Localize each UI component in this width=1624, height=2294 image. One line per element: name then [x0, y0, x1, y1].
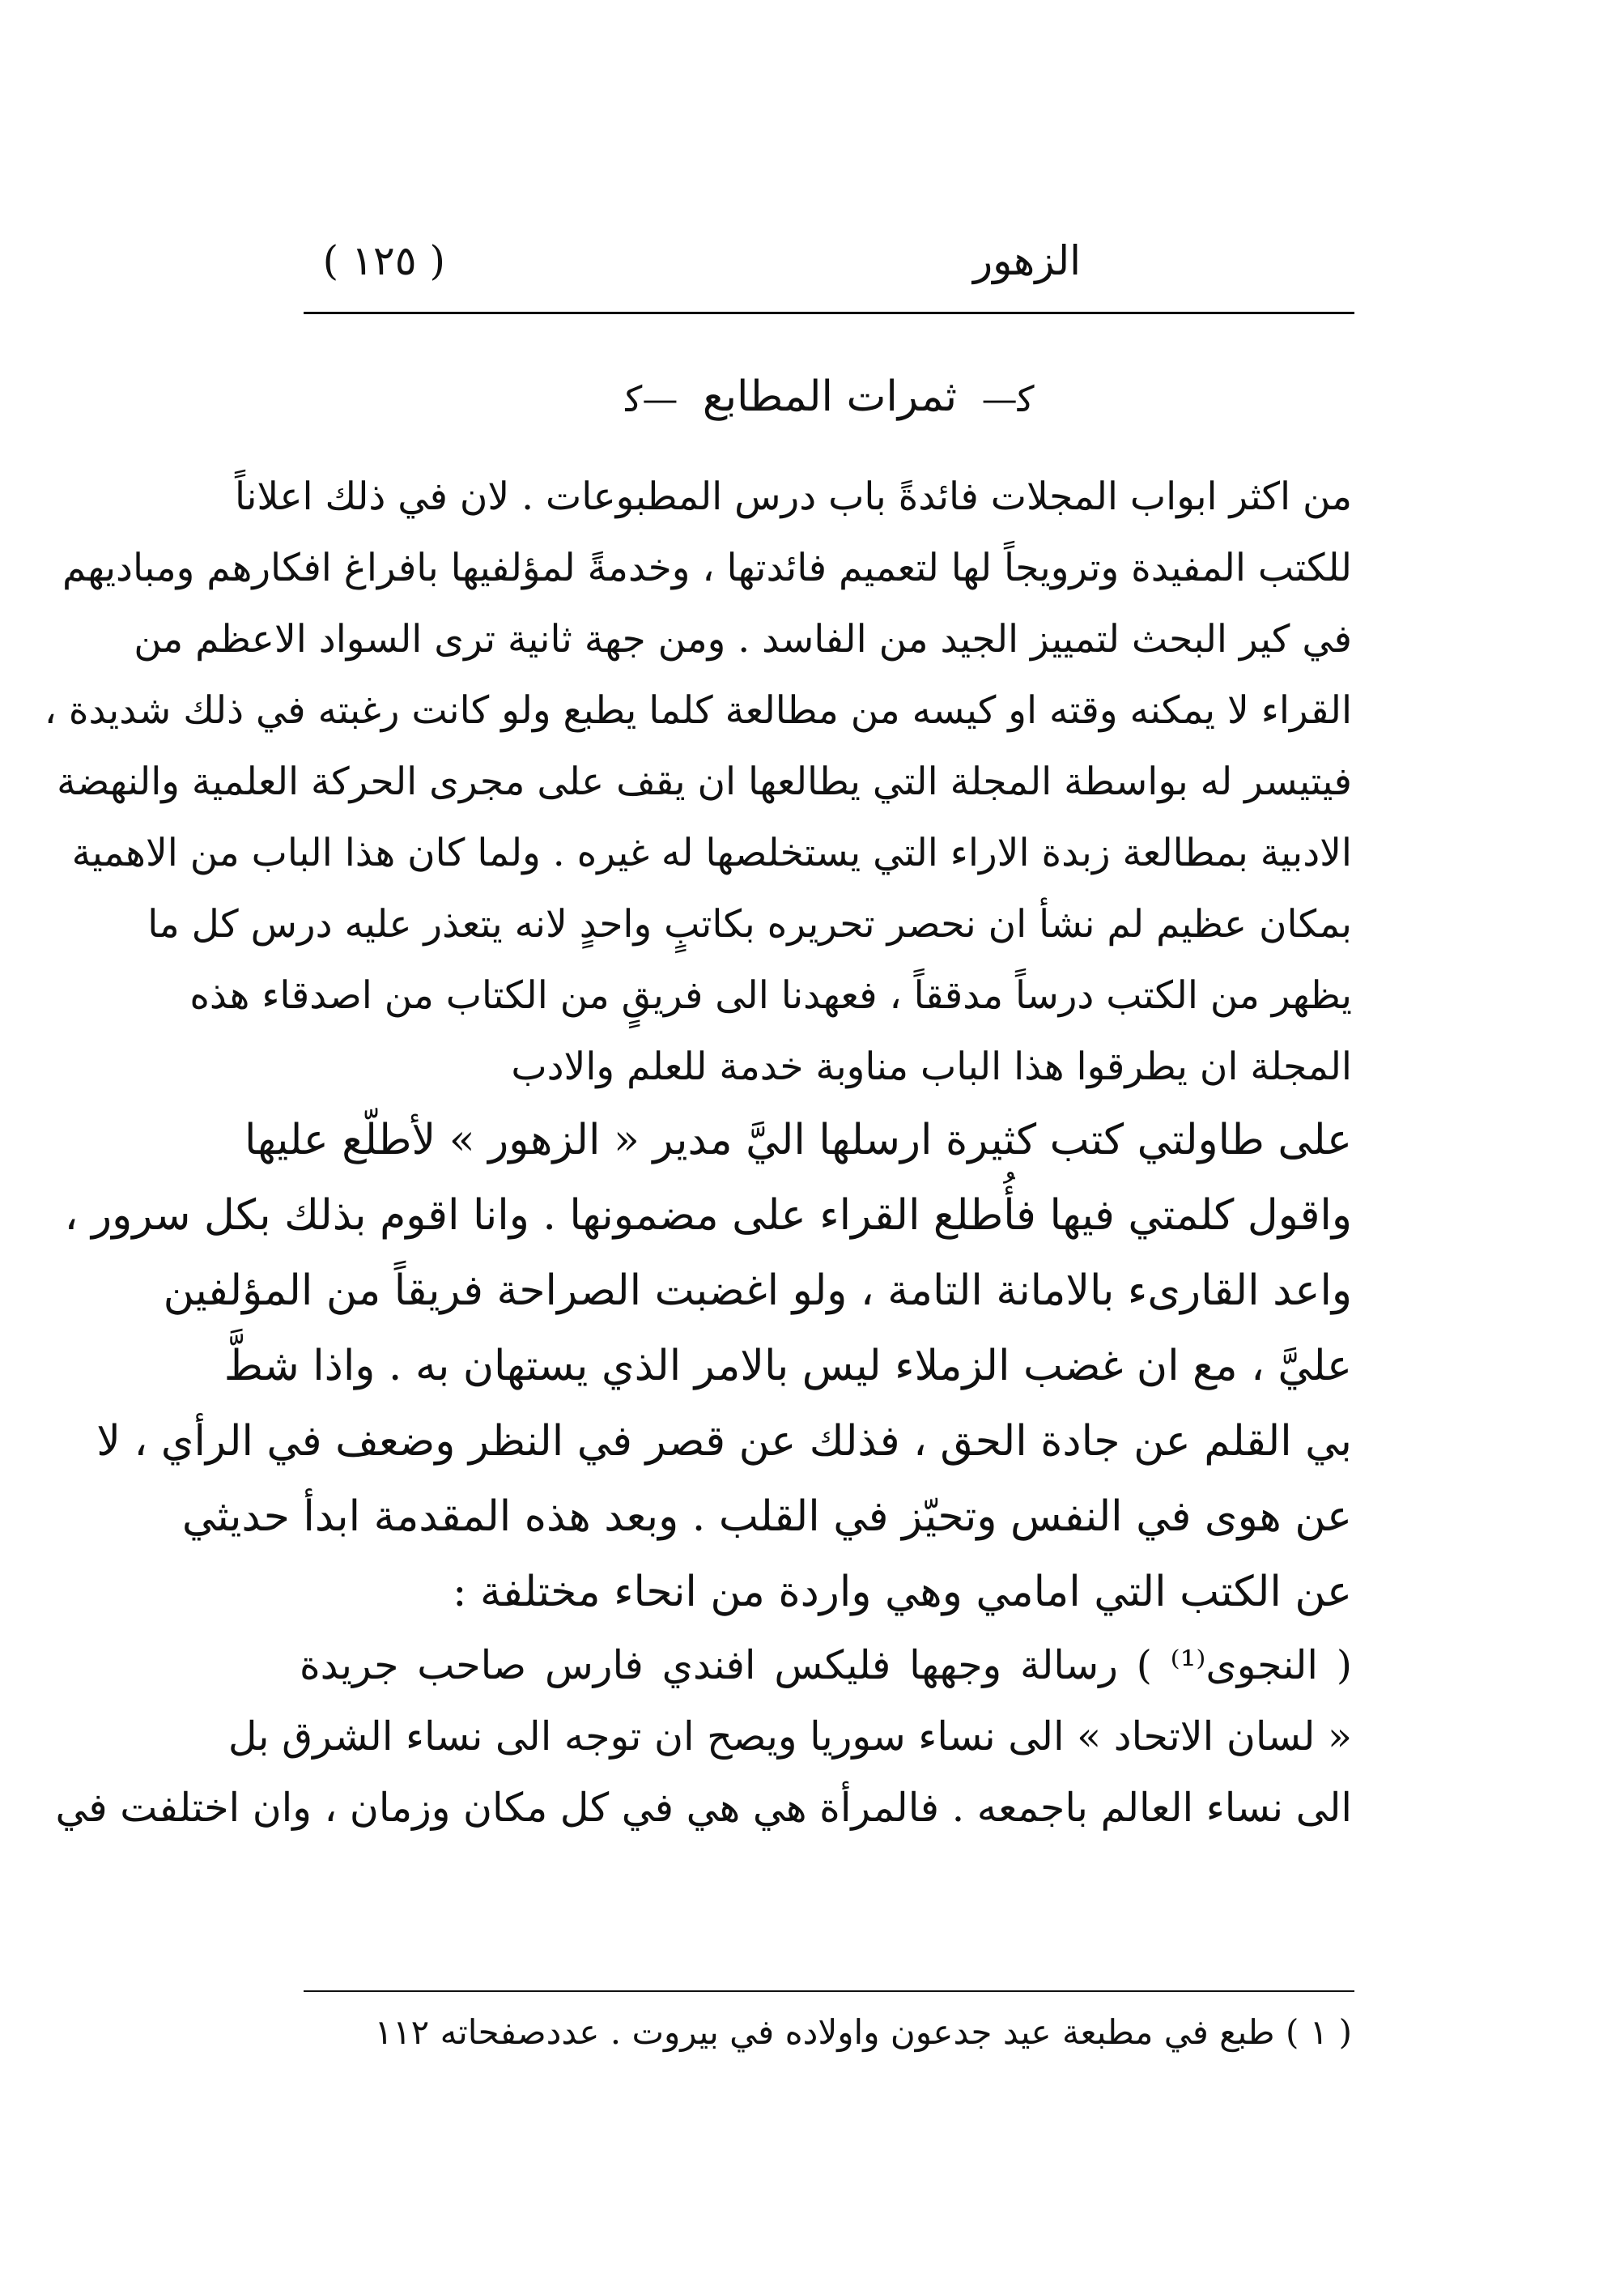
- text-line: على طاولتي كتب كثيرة ارسلها اليَّ مدير « الزهور » لأطلّع عليها: [244, 1116, 1352, 1164]
- text-line: الى نساء العالم باجمعه . فالمرأة هي هي في كل مكان وزمان ، وان اختلفت في: [55, 1785, 1352, 1831]
- text-line: من اكثر ابواب المجلات فائدةً باب درس المطبوعات . لان في ذلك اعلاناً: [235, 475, 1352, 519]
- paragraph-reviewer: [64, 1103, 1352, 1630]
- footnote-rule: [304, 1990, 1354, 1992]
- text-line: عن هوى في النفس وتحيّز في القلب . وبعد هذه المقدمة ابدأ حديثي: [181, 1492, 1352, 1541]
- running-title: الزهور: [972, 237, 1081, 284]
- text-line: عن الكتب التي امامي وهي واردة من انحاء مختلفة :: [453, 1568, 1352, 1616]
- article-body: [44, 462, 1352, 1844]
- text-line: في كير البحث لتمييز الجيد من الفاسد . ومن جهة ثانية ترى السواد الاعظم من: [134, 617, 1352, 662]
- ornament-left-icon: —ﮐ: [625, 378, 678, 420]
- text-line: المجلة ان يطرقوا هذا الباب مناوبة خدمة للعلم والادب: [511, 1045, 1352, 1089]
- text-line: القراء لا يمكنه وقته او كيسه من مطالعة كلما يطبع ولو كانت رغبته في ذلك شديدة ،: [44, 688, 1352, 733]
- page-header: [308, 228, 1352, 293]
- text-line: واعد القارىء بالامانة التامة ، ولو اغضبت الصراحة فريقاً من المؤلفين: [163, 1266, 1352, 1315]
- page-number: ( ١٢٥ ): [322, 237, 445, 284]
- footnote: ( ١ ) طبع في مطبعة عيد جدعون واولاده في بيروت . عددصفحاته ١١٢: [374, 2012, 1352, 2052]
- text-line: للكتب المفيدة وترويجاً لها لتعميم فائدتها ، وخدمةً لمؤلفيها بافراغ افكارهم ومباديهم: [62, 546, 1352, 590]
- text-line: بي القلم عن جادة الحق ، فذلك عن قصر في النظر وضعف في الرأي ، لا: [96, 1417, 1352, 1466]
- text-line: بمكان عظيم لم نشأ ان نحصر تحريره بكاتبٍ واحدٍ لانه يتعذر عليه درس كل ما: [147, 902, 1352, 947]
- text-line: فيتيسر له بواسطة المجلة التي يطالعها ان يقف على مجرى الحركة العلمية والنهضة: [57, 760, 1352, 804]
- paragraph-intro: [44, 462, 1352, 1103]
- section-title: ثمرات المطابع: [702, 372, 958, 421]
- paragraph-review-najwa: [55, 1630, 1352, 1844]
- text-line: ( النجوى⁽¹⁾ ) رسالة وجهها فليكس افندي فارس صاحب جريدة: [300, 1642, 1352, 1688]
- section-heading: [308, 356, 1352, 437]
- ornament-right-icon: ﮐ—: [981, 378, 1035, 420]
- text-line: واقول كلمتي فيها فأُطلع القراء على مضمونها . وانا اقوم بذلك بكل سرور ،: [64, 1191, 1352, 1240]
- text-line: الادبية بمطالعة زبدة الاراء التي يستخلصها له غيره . ولما كان هذا الباب من الاهمية: [71, 831, 1352, 875]
- header-rule: [304, 312, 1354, 314]
- text-line: « لسان الاتحاد » الى نساء سوريا ويصح ان توجه الى نساء الشرق بل: [227, 1713, 1352, 1760]
- text-line: يظهر من الكتب درساً مدققاً ، فعهدنا الى فريقٍ من الكتاب من اصدقاء هذه: [189, 973, 1352, 1018]
- text-line: عليَّ ، مع ان غضب الزملاء ليس بالامر الذي يستهان به . واذا شطَّ: [223, 1342, 1352, 1390]
